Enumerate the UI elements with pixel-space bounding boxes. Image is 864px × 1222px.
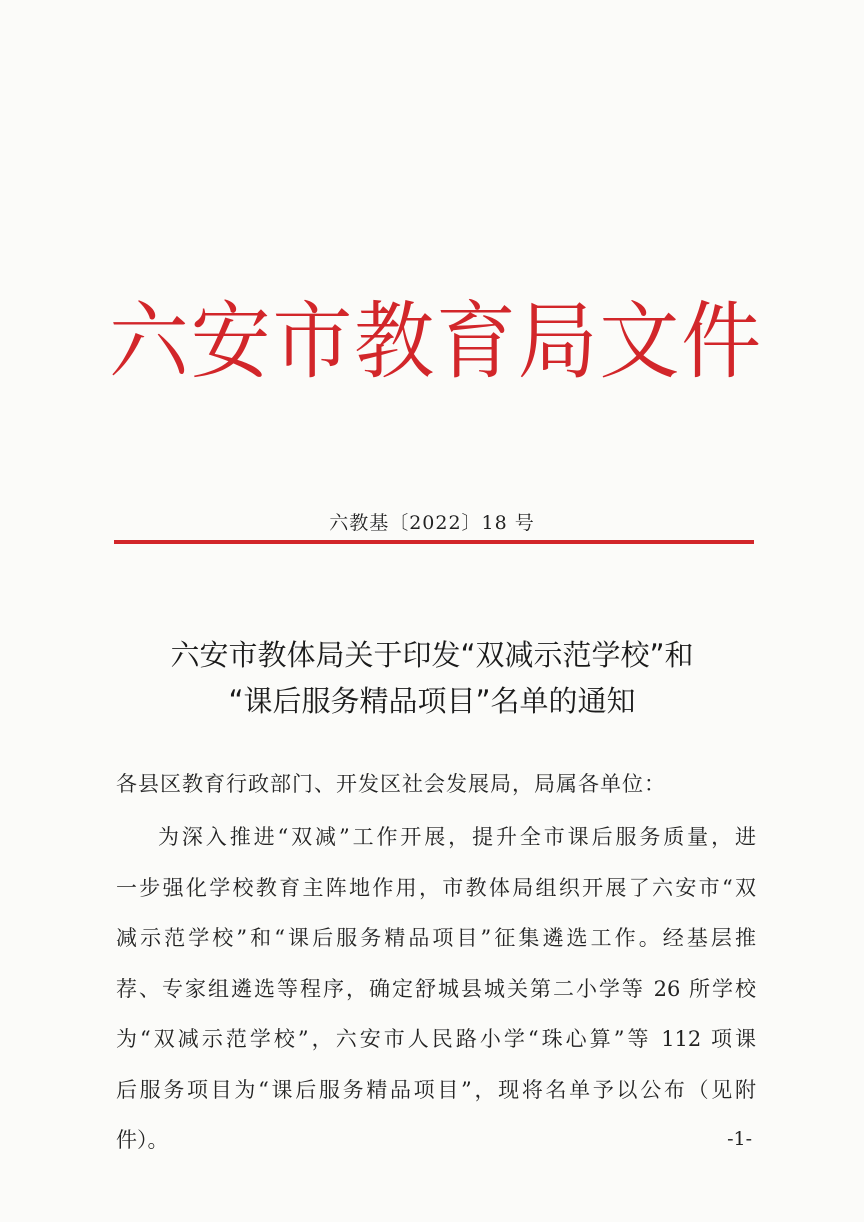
body-line: 减示范学校”和“课后服务精品项目”征集遴选工作。经基层推: [116, 926, 756, 950]
masthead-title: [108, 279, 762, 405]
body-line: 一步强化学校教育主阵地作用，市教体局组织开展了六安市“双: [116, 875, 756, 900]
body-line: 后服务项目为“课后服务精品项目”，现将名单予以公布（见附: [116, 1077, 756, 1102]
document-number: 六教基〔2022〕18 号: [329, 512, 535, 534]
body-paragraph: [116, 812, 756, 1166]
masthead-char: 六: [108, 292, 189, 391]
title-line-2: “课后服务精品项目”名单的通知: [228, 684, 636, 718]
masthead-char: 件: [681, 292, 762, 391]
masthead-char: 育: [435, 292, 516, 391]
notice-title: [0, 632, 864, 724]
salutation: 各县区教育行政部门、开发区社会发展局，局属各单位：: [116, 772, 666, 796]
body-line: 件）。: [116, 1128, 169, 1152]
body-line: 为深入推进“双减”工作开展，提升全市课后服务质量，进: [158, 825, 756, 849]
body-line: 荐、专家组遴选等程序，确定舒城县城关第二小学等 26 所学校: [116, 976, 756, 1001]
masthead-char: 安: [190, 292, 271, 391]
page-number: -1-: [727, 1128, 752, 1150]
masthead-char: 市: [272, 292, 353, 391]
masthead-char: 文: [599, 292, 680, 391]
title-line-1: 六安市教体局关于印发“双减示范学校”和: [170, 638, 694, 672]
masthead-char: 教: [354, 292, 435, 391]
body-line: 为“双减示范学校”，六安市人民路小学“珠心算”等 112 项课: [116, 1027, 756, 1051]
masthead-char: 局: [517, 292, 598, 391]
red-divider: [114, 540, 754, 544]
